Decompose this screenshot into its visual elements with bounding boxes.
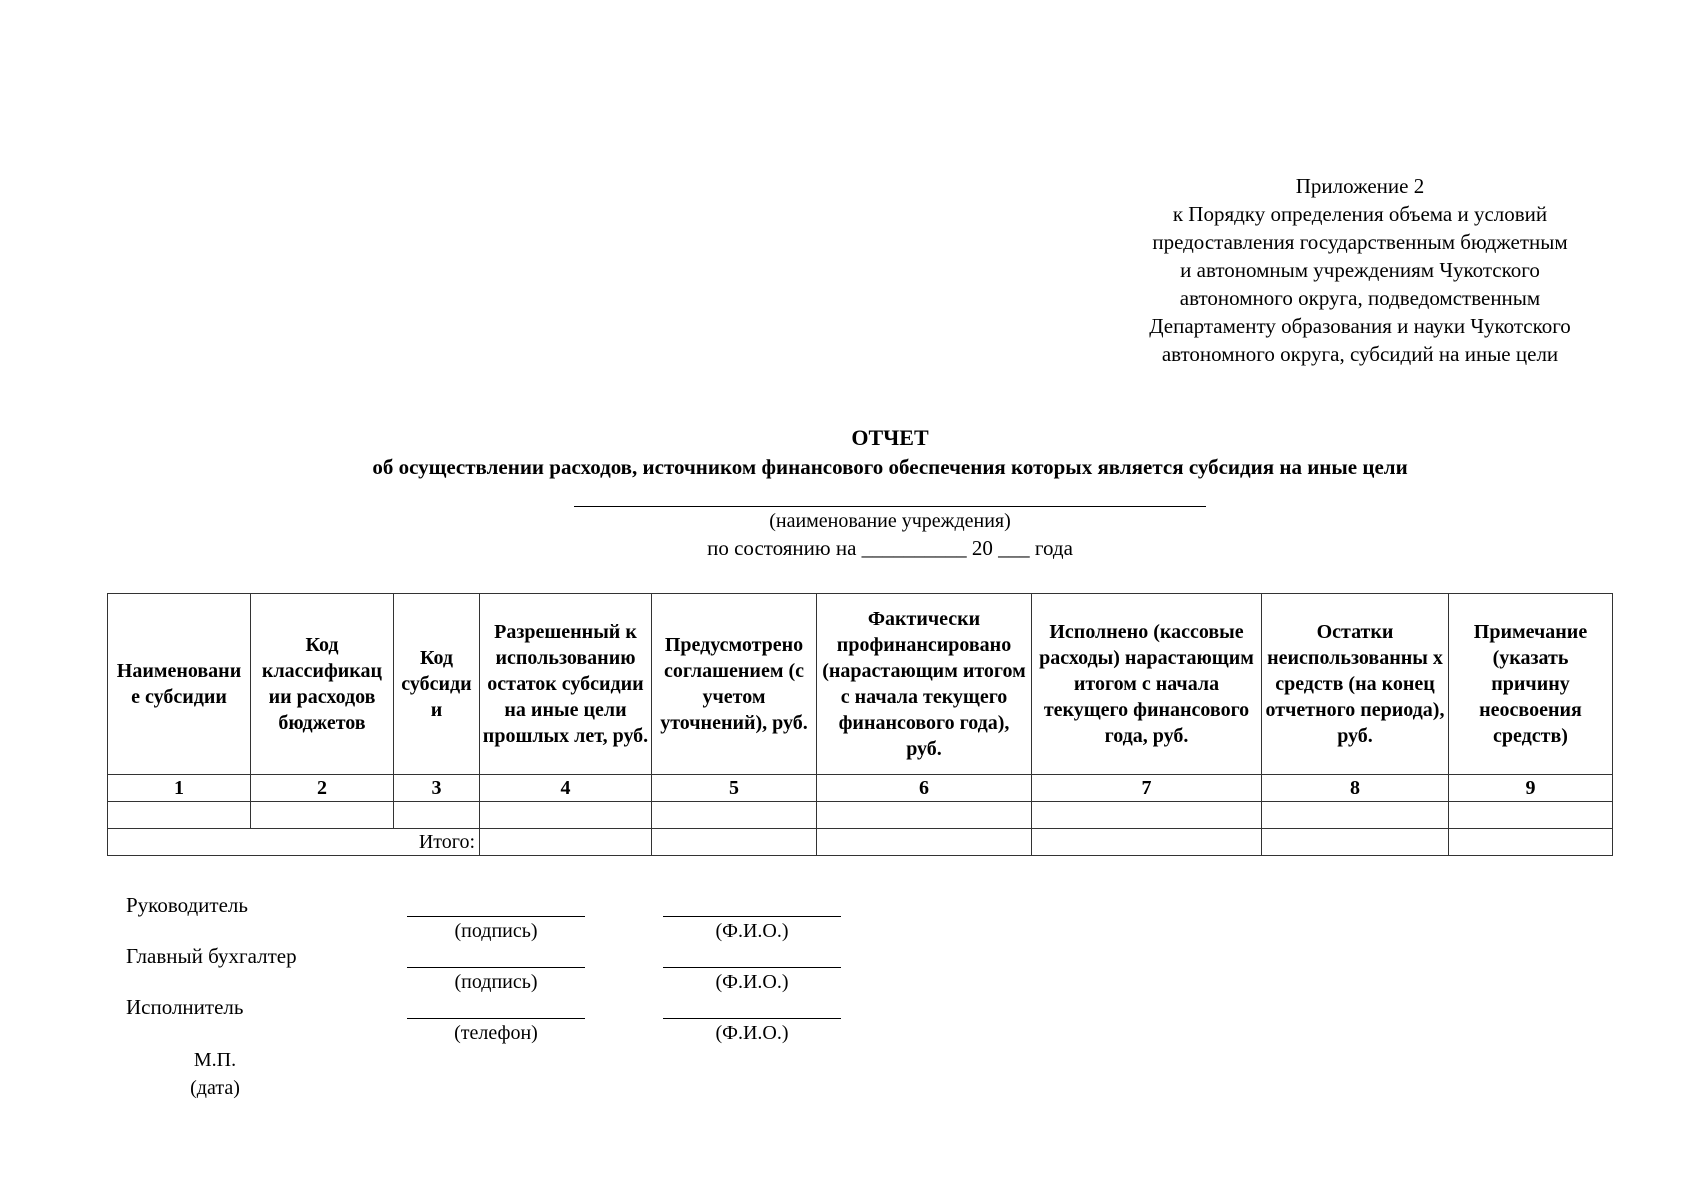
total-row xyxy=(108,829,1613,856)
column-number: 1 xyxy=(108,775,251,802)
appendix-line: Департаменту образования и науки Чукотского xyxy=(1149,314,1571,338)
table-cell xyxy=(652,802,817,829)
table-cell xyxy=(480,829,652,856)
accountant-signature-line xyxy=(407,967,585,968)
column-number: 9 xyxy=(1449,775,1613,802)
date-label: (дата) xyxy=(190,1077,240,1099)
report-subtitle: об осуществлении расходов, источником финансового обеспечения которых является субсидия на иные цели xyxy=(372,455,1408,479)
table-cell xyxy=(817,829,1032,856)
name-caption: (Ф.И.О.) xyxy=(715,971,789,993)
institution-name-line xyxy=(574,506,1206,507)
table-cell xyxy=(394,802,480,829)
executor-name-line xyxy=(663,1018,841,1019)
table-cell xyxy=(1262,802,1449,829)
table-cell xyxy=(652,829,817,856)
table-cell xyxy=(817,802,1032,829)
header-cell: Код классификац ии расходов бюджетов xyxy=(251,594,394,775)
table-cell xyxy=(1449,802,1613,829)
table-cell xyxy=(108,802,251,829)
table-cell xyxy=(251,802,394,829)
appendix-line: автономного округа, субсидий на иные цели xyxy=(1161,342,1559,366)
column-number: 5 xyxy=(652,775,817,802)
table-cell xyxy=(1262,829,1449,856)
table-cell xyxy=(480,802,652,829)
column-number: 3 xyxy=(394,775,480,802)
appendix-line: и автономным учреждениям Чукотского xyxy=(1180,258,1540,282)
head-label: Руководитель xyxy=(126,893,248,917)
institution-caption: (наименование учреждения) xyxy=(769,510,1011,532)
header-cell: Примечание (указать причину неосвоения средств) xyxy=(1449,594,1613,775)
column-number: 7 xyxy=(1032,775,1262,802)
header-cell: Остатки неиспользованны х средств (на конец отчетного периода), руб. xyxy=(1262,594,1449,775)
report-date-line: по состоянию на __________ 20 ___ года xyxy=(707,536,1073,560)
appendix-header xyxy=(1080,172,1640,368)
column-number-row xyxy=(108,775,1613,802)
column-number: 8 xyxy=(1262,775,1449,802)
header-cell: Исполнено (кассовые расходы) нарастающим итогом с начала текущего финансового года, руб. xyxy=(1032,594,1262,775)
name-caption: (Ф.И.О.) xyxy=(715,1022,789,1044)
header-cell: Наименовани е субсидии xyxy=(108,594,251,775)
report-title: ОТЧЕТ xyxy=(851,425,929,450)
column-number: 4 xyxy=(480,775,652,802)
table-row xyxy=(108,802,1613,829)
appendix-line: к Порядку определения объема и условий xyxy=(1172,202,1548,226)
appendix-line: предоставления государственным бюджетным xyxy=(1152,230,1568,254)
column-number: 6 xyxy=(817,775,1032,802)
head-signature-line xyxy=(407,916,585,917)
report-table xyxy=(107,593,1613,856)
signature-caption: (подпись) xyxy=(454,971,538,993)
table-cell xyxy=(1032,829,1262,856)
table-cell xyxy=(1032,802,1262,829)
appendix-line: автономного округа, подведомственным xyxy=(1179,286,1541,310)
total-label: Итого: xyxy=(108,829,480,856)
appendix-line: Приложение 2 xyxy=(1295,174,1425,198)
name-caption: (Ф.И.О.) xyxy=(715,920,789,942)
header-cell: Код субсиди и xyxy=(394,594,480,775)
executor-phone-line xyxy=(407,1018,585,1019)
phone-caption: (телефон) xyxy=(454,1022,538,1044)
header-cell: Разрешенный к использованию остаток субсидии на иные цели прошлых лет, руб. xyxy=(480,594,652,775)
stamp-label: М.П. xyxy=(193,1049,237,1071)
signature-caption: (подпись) xyxy=(454,920,538,942)
accountant-name-line xyxy=(663,967,841,968)
accountant-label: Главный бухгалтер xyxy=(126,944,297,968)
header-cell: Фактически профинансировано (нарастающим итогом с начала текущего финансового года), руб. xyxy=(817,594,1032,775)
head-name-line xyxy=(663,916,841,917)
table-cell xyxy=(1449,829,1613,856)
table-header-row xyxy=(108,594,1613,775)
header-cell: Предусмотрено соглашением (с учетом уточнений), руб. xyxy=(652,594,817,775)
executor-label: Исполнитель xyxy=(126,995,244,1019)
column-number: 2 xyxy=(251,775,394,802)
